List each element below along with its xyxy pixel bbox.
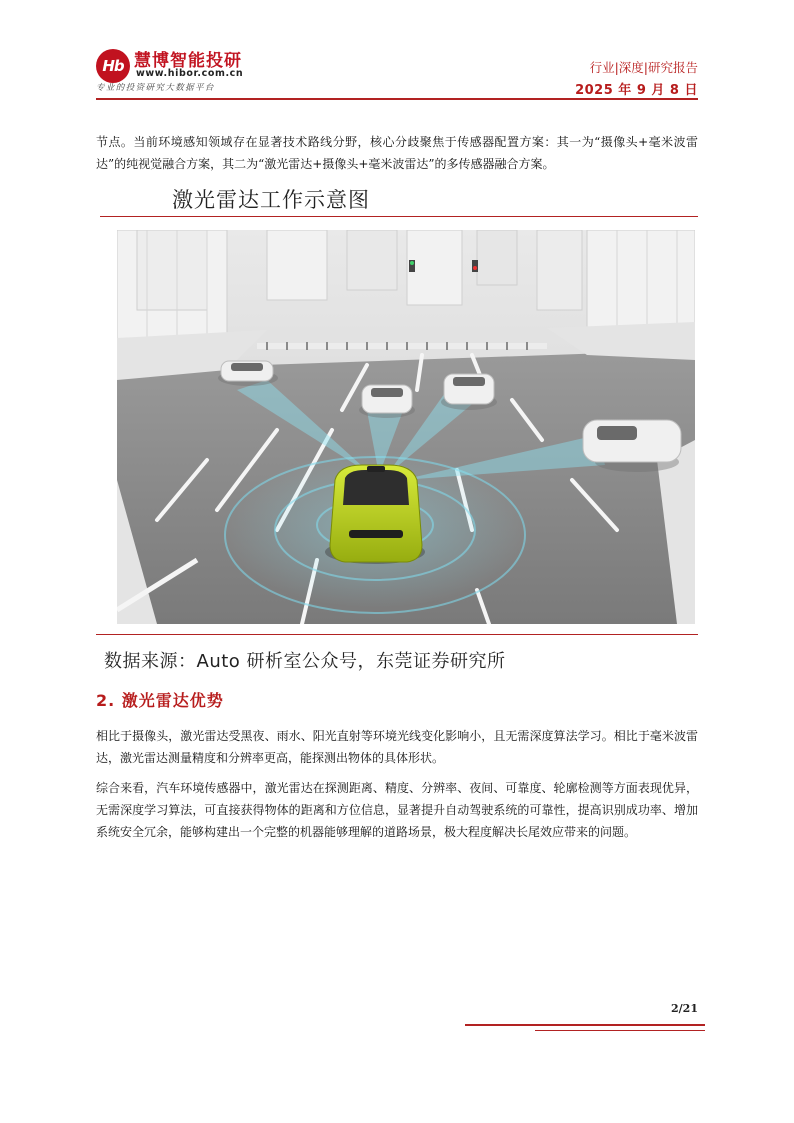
logo-slogan: 专业的投资研究大数据平台 (96, 83, 215, 93)
intro-paragraph: 节点。当前环境感知领域存在显著技术路线分野，核心分歧聚焦于传感器配置方案：其一为“摄像头+毫米波雷达”的纯视觉融合方案，其二为“激光雷达+摄像头+毫米波雷达”的多传感器融合方案。 (96, 135, 698, 171)
header-meta (575, 58, 698, 98)
figure-bottom-rule (96, 634, 698, 635)
lidar-scene-svg (117, 230, 695, 624)
vehicle-center (359, 385, 415, 418)
page-number: 2/21 (671, 1002, 698, 1015)
hibor-logo (96, 46, 256, 94)
section-heading: 2. 激光雷达优势 (96, 691, 224, 710)
logo-url: www.hibor.com.cn (136, 68, 244, 79)
logo-badge: Hb (96, 49, 130, 83)
ego-vehicle (325, 465, 425, 564)
figure-source: 数据来源：Auto 研析室公众号，东莞证券研究所 (104, 651, 506, 672)
header-divider (96, 98, 698, 100)
report-date: 2025 年 9 月 8 日 (575, 83, 698, 98)
logo-name: 慧博智能投研 (134, 51, 242, 71)
vehicle-left (218, 361, 278, 386)
section-paragraph-1: 相比于摄像头，激光雷达受黑夜、雨水、阳光直射等环境光线变化影响小，且无需深度算法学习。相比于毫米波雷达，激光雷达测量精度和分辨率更高，能探测出物体的具体形状。 (96, 729, 698, 765)
vehicle-right (441, 374, 497, 410)
section-paragraph-2: 综合来看，汽车环境传感器中，激光雷达在探测距离、精度、分辨率、夜间、可靠度、轮廓检测等方面表现优异，无需深度学习算法，可直接获得物体的距离和方位信息，显著提升自动驾驶系统的可靠性，提高识别成功率、增加系统安全冗余，能够构建出一个完整的机器能够理解的道路场景，极大程度解决长尾效应带来的问题。 (96, 781, 698, 839)
footer-rule (465, 1024, 705, 1026)
figure-title: 激光雷达工作示意图 (172, 188, 370, 212)
footer-rule-thin (535, 1030, 705, 1031)
lidar-illustration (117, 230, 695, 624)
report-tags: 行业|深度|研究报告 (589, 60, 698, 75)
figure-top-rule (100, 216, 698, 217)
vehicle-far-right (583, 420, 681, 472)
